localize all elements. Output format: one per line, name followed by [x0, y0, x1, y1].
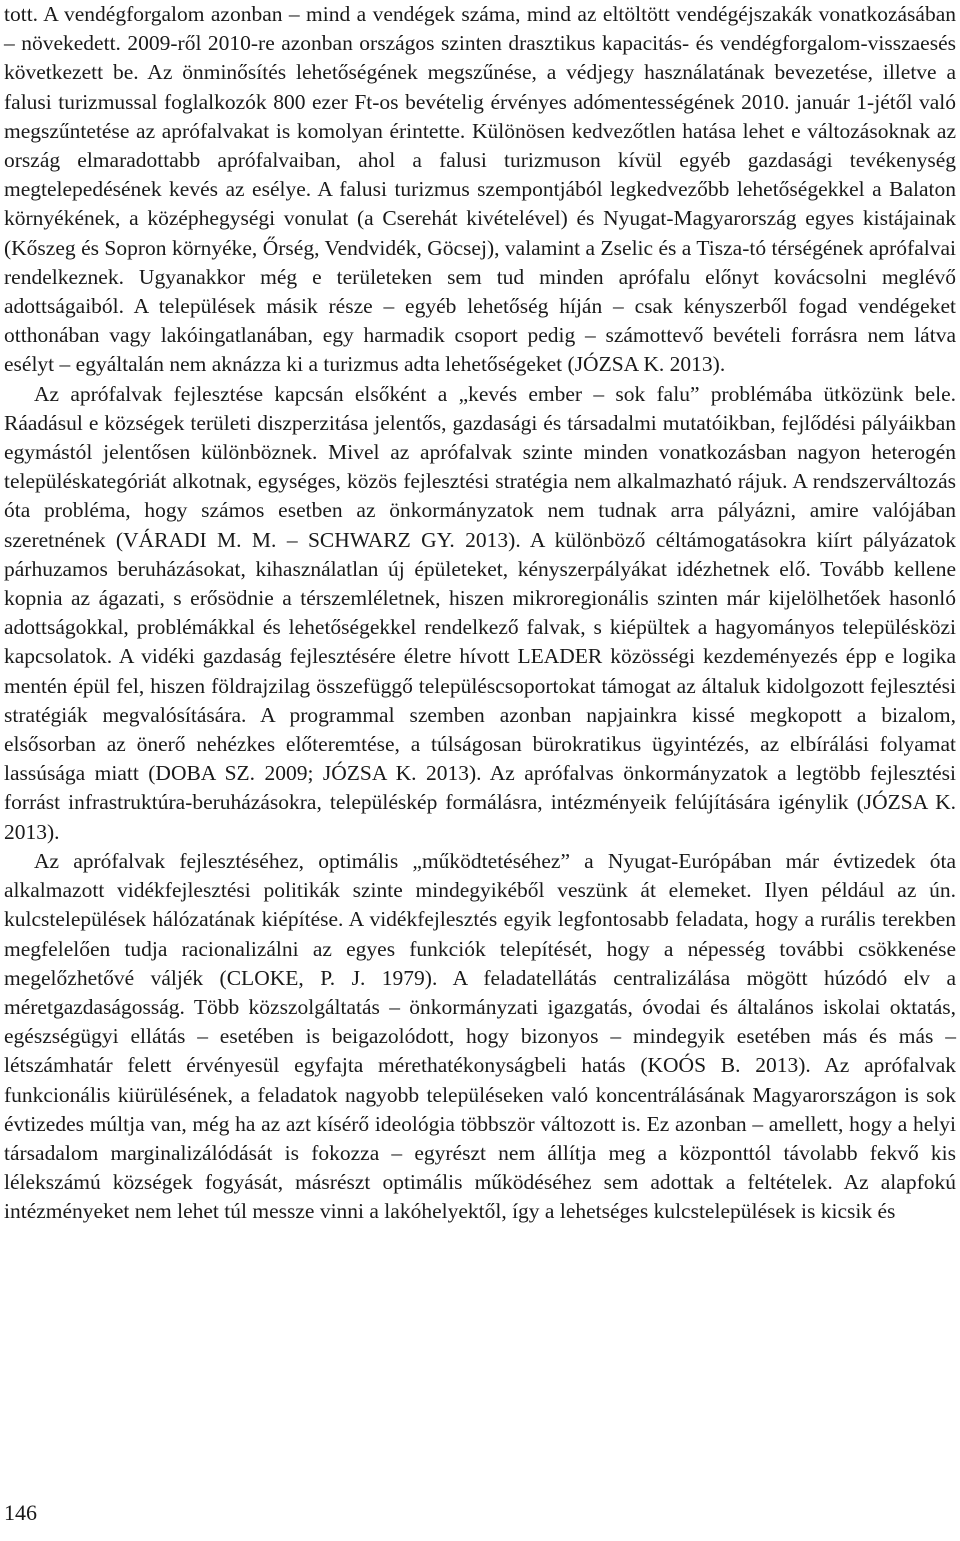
paragraph-3: Az aprófalvak fejlesztéséhez, optimális „működtetéséhez” a Nyugat-Európában már évtizedek óta alkalmazott vidékfejlesztési politikák szinte mindegyikéből veszünk át elemeket. Ilyen például az ún. kulcstelepülések hálózatának kiépítése. A vidékfejlesztés egyik legfontosabb feladata, hogy a rurális terekben megfelelően tudja racionalizálni az egyes funkciók telepítését, hogy a népesség további csökkenése megelőzhetővé váljék (CLOKE, P. J. 1979). A feladatellátás centralizálása mögött húzódó elv a méretgazdaságosság. Több közszolgáltatás – önkormányzati igazgatás, óvodai és általános iskolai oktatás, egészségügyi ellátás – esetében is beigazolódott, hogy bizonyos – mindegyik esetében más és más – létszámhatár felett érvényesül egyfajta mérethatékonyságbeli hatás (KOÓS B. 2013). Az aprófalvak funkcionális kiürülésének, a feladatok nagyobb településeken való koncentrálásának Magyarországon is sok évtizedes múltja van, még ha az azt kísérő ideológia többször változott is. Ez azonban – amellett, hogy a helyi társadalom marginalizálódását is fokozza – egyrészt nem állítja meg a központtól távolabb fekvő kis lélekszámú községek fogyását, másrészt optimális működéséhez sem adottak a feltételek. Az alapfokú intézményeket nem lehet túl messze vinni a lakóhelyektől, így a lehetséges kulcstelepülések is kicsik és	[4, 848, 956, 1224]
page-number: 146	[4, 1500, 37, 1525]
paragraph-1: tott. A vendégforgalom azonban – mind a vendégek száma, mind az eltöltött vendégéjszakák vonatkozásában – növekedett. 2009-ről 2010-re azonban országos szinten drasztikus kapacitás- és vendégforgalom-visszaesés következett be. Az önminősítés lehetőségének megszűnése, a védjegy használatának bevezetése, illetve a falusi turizmussal foglalkozók 800 ezer Ft-os bevételig érvényes adómentességének 2010. január 1-jétől való megszűntetése az aprófalvakat is komolyan érintette. Különösen kedvezőtlen hatása lehet e változásoknak az ország elmaradottabb aprófalvaiban, ahol a falusi turizmuson kívül egyéb gazdasági tevékenység megtelepedésének kevés az esélye. A falusi turizmus szempontjából legkedvezőbb lehetőségekkel a Balaton környékének, a középhegységi vonulat (a Cserehát kivételével) és Nyugat-Magyarország egyes kistájainak (Kőszeg és Sopron környéke, Őrség, Vendvidék, Göcsej), valamint a Zselic és a Tisza-tó térségének aprófalvai rendelkeznek. Ugyanakkor még e területeken sem tud minden aprófalu előnyt kovácsolni meglévő adottságaiból. A települések másik része – egyéb lehetőség híján – csak kényszerből fogad vendégeket otthonában vagy lakóingatlanában, egy harmadik csoport pedig – számottevő bevételi forrásra nem látva esélyt – egyáltalán nem aknázza ki a turizmus adta lehetőségeket (JÓZSA K. 2013).	[4, 2, 956, 377]
document-page	[4, 0, 956, 1227]
paragraph-2: Az aprófalvak fejlesztése kapcsán elsőként a „kevés ember – sok falu” problémába ütközünk bele. Ráadásul e községek területi diszperzitása jelentős, gazdasági és társadalmi mutatóikban, fejlődési pályáikban egymástól jelentősen különböznek. Mivel az aprófalvak szinte minden vonatkozásban nagyon heterogén településkategóriát alkotnak, egységes, közös fejlesztési stratégia nem alkalmazható rájuk. A rendszerváltozás óta probléma, hogy számos esetben az önkormányzatok nem tudnak arra pályázni, amire valójában szeretnének (VÁRADI M. M. – SCHWARZ GY. 2013). A különböző céltámogatásokra kiírt pályázatok párhuzamos beruházásokat, kihasználatlan új épületeket, kényszerpályákat idézhetnek elő. Tovább kellene kopnia az ágazati, s erősödnie a térszemléletnek, hiszen mikroregionális szinten már kijelölhetőek hasonló adottságokkal, problémákkal és lehetőségekkel rendelkező falvak, s kiépültek a hagyományos településközi kapcsolatok. A vidéki gazdaság fejlesztésére életre hívott LEADER közösségi kezdeményezés épp e logika mentén épül fel, hiszen földrajzilag összefüggő településcsoportokat támogat az általuk kidolgozott fejlesztési stratégiák megvalósítására. A programmal szemben azonban napjainkra kissé megkopott a bizalom, elsősorban az önerő nehézkes előteremtése, a túlságosan bürokratikus ügyintézés, az elbírálási folyamat lassúsága miatt (DOBA SZ. 2009; JÓZSA K. 2013). Az aprófalvas önkormányzatok a legtöbb fejlesztési forrást infrastruktúra-beruházásokra, településkép formálásra, intézményeik felújítására igénylik (JÓZSA K. 2013).	[4, 381, 956, 844]
